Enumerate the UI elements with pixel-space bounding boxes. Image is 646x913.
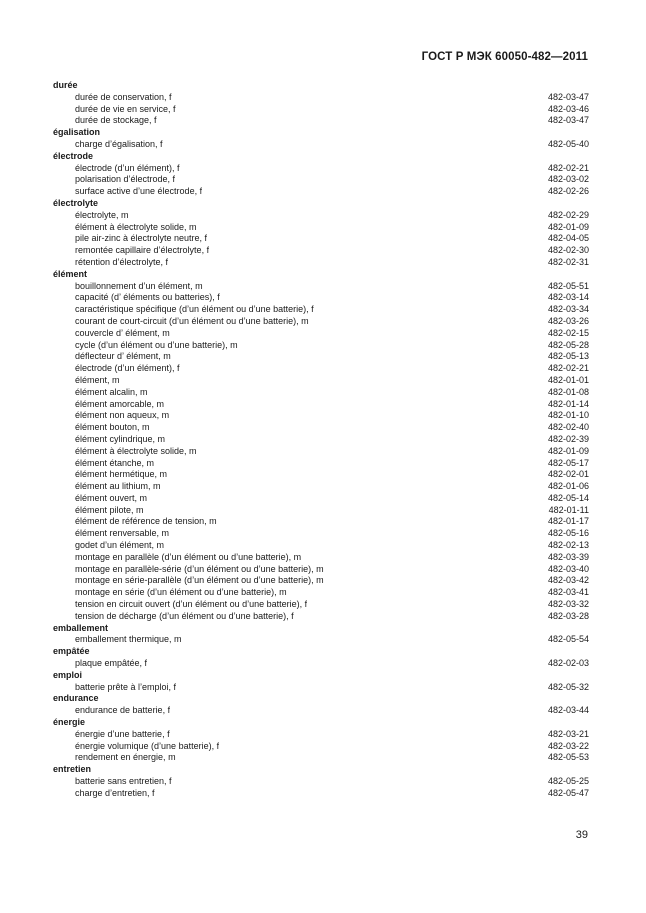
entry-code: 482-05-51 bbox=[547, 280, 589, 291]
entry-code: 482-01-06 bbox=[547, 481, 589, 492]
entry-code: 482-02-15 bbox=[547, 327, 589, 338]
entry-term: montage en série-parallèle (d’un élément ou d’une batterie), m bbox=[75, 575, 324, 586]
index-entry bbox=[53, 233, 589, 245]
entry-term: élément non aqueux, m bbox=[75, 410, 170, 421]
index-entry bbox=[53, 340, 589, 352]
entry-term: plaque empâtée, f bbox=[75, 658, 148, 669]
group-heading: élément bbox=[53, 268, 88, 279]
entry-term: godet d’un élément, m bbox=[75, 540, 165, 551]
index-entry bbox=[53, 410, 589, 422]
entry-code: 482-03-32 bbox=[547, 599, 589, 610]
entry-code: 482-03-34 bbox=[547, 304, 589, 315]
entry-term: durée de vie en service, f bbox=[75, 103, 176, 114]
entry-code: 482-03-26 bbox=[547, 315, 589, 326]
entry-term: durée de stockage, f bbox=[75, 115, 157, 126]
index-entry bbox=[53, 316, 589, 328]
entry-code: 482-03-44 bbox=[547, 705, 589, 716]
index-entry bbox=[53, 210, 589, 222]
entry-code: 482-02-03 bbox=[547, 658, 589, 669]
entry-code: 482-02-40 bbox=[547, 422, 589, 433]
index-entry bbox=[53, 328, 589, 340]
entry-code: 482-03-14 bbox=[547, 292, 589, 303]
index-group bbox=[53, 670, 589, 694]
index-entry bbox=[53, 351, 589, 363]
entry-code: 482-02-26 bbox=[547, 186, 589, 197]
entry-code: 482-05-14 bbox=[547, 492, 589, 503]
entry-term: déflecteur d’ élément, m bbox=[75, 351, 171, 362]
group-heading: empâtée bbox=[53, 646, 90, 657]
entry-term: courant de court-circuit (d’un élément ou d’une batterie), m bbox=[75, 315, 309, 326]
entry-term: électrode (d’un élément), f bbox=[75, 363, 180, 374]
entry-code: 482-02-31 bbox=[547, 256, 589, 267]
index-entry bbox=[53, 257, 589, 269]
entry-code: 482-05-13 bbox=[547, 351, 589, 362]
entry-term: durée de conservation, f bbox=[75, 91, 172, 102]
index-entry bbox=[53, 292, 589, 304]
entry-term: pile air-zinc à électrolyte neutre, f bbox=[75, 233, 208, 244]
entry-term: électrolyte, m bbox=[75, 209, 129, 220]
entry-term: capacité (d’ éléments ou batteries), f bbox=[75, 292, 220, 303]
entry-term: montage en parallèle-série (d’un élément ou d’une batterie), m bbox=[75, 563, 324, 574]
entry-code: 482-04-05 bbox=[547, 233, 589, 244]
index-entry bbox=[53, 564, 589, 576]
index-entry bbox=[53, 469, 589, 481]
index-entry bbox=[53, 174, 589, 186]
entry-term: élément alcalin, m bbox=[75, 386, 148, 397]
group-heading: énergie bbox=[53, 717, 86, 728]
entry-term: élément, m bbox=[75, 374, 120, 385]
index-group bbox=[53, 646, 589, 670]
entry-term: endurance de batterie, f bbox=[75, 705, 171, 716]
index-entry bbox=[53, 115, 589, 127]
group-heading: emploi bbox=[53, 669, 83, 680]
index-entry bbox=[53, 363, 589, 375]
index-entry bbox=[53, 186, 589, 198]
entry-code: 482-05-47 bbox=[547, 787, 589, 798]
index-group bbox=[53, 764, 589, 799]
entry-term: énergie volumique (d’une batterie), f bbox=[75, 740, 220, 751]
index-entry bbox=[53, 222, 589, 234]
index-entry bbox=[53, 281, 589, 293]
entry-term: tension de décharge (d’un élément ou d’une batterie), f bbox=[75, 610, 294, 621]
entry-term: couvercle d’ élément, m bbox=[75, 327, 170, 338]
index-entry bbox=[53, 163, 589, 175]
index-entry bbox=[53, 304, 589, 316]
entry-term: énergie d’une batterie, f bbox=[75, 728, 170, 739]
index-entry bbox=[53, 139, 589, 151]
index-entry bbox=[53, 505, 589, 517]
entry-term: bouillonnement d’un élément, m bbox=[75, 280, 203, 291]
entry-code: 482-05-17 bbox=[547, 457, 589, 468]
entry-term: polarisation d’électrode, f bbox=[75, 174, 176, 185]
entry-code: 482-05-16 bbox=[547, 528, 589, 539]
entry-term: emballement thermique, m bbox=[75, 634, 182, 645]
entry-code: 482-05-32 bbox=[547, 681, 589, 692]
entry-term: montage en parallèle (d’un élément ou d’une batterie), m bbox=[75, 551, 302, 562]
index-entry bbox=[53, 741, 589, 753]
entry-term: montage en série (d’un élément ou d’une batterie), m bbox=[75, 587, 287, 598]
index-entry bbox=[53, 528, 589, 540]
entry-term: élément étanche, m bbox=[75, 457, 155, 468]
index-entry bbox=[53, 399, 589, 411]
entry-code: 482-03-40 bbox=[547, 563, 589, 574]
entry-term: charge d’égalisation, f bbox=[75, 138, 163, 149]
entry-term: élément cylindrique, m bbox=[75, 433, 166, 444]
entry-code: 482-02-39 bbox=[547, 433, 589, 444]
index-entry bbox=[53, 375, 589, 387]
entry-code: 482-01-14 bbox=[547, 398, 589, 409]
index-entry bbox=[53, 245, 589, 257]
entry-term: élément à électrolyte solide, m bbox=[75, 221, 197, 232]
entry-code: 482-03-46 bbox=[547, 103, 589, 114]
term-index bbox=[53, 80, 589, 800]
index-entry bbox=[53, 552, 589, 564]
entry-code: 482-05-40 bbox=[547, 138, 589, 149]
group-heading: endurance bbox=[53, 693, 99, 704]
index-entry bbox=[53, 422, 589, 434]
entry-term: remontée capillaire d’électrolyte, f bbox=[75, 245, 210, 256]
entry-code: 482-02-01 bbox=[547, 469, 589, 480]
index-entry bbox=[53, 587, 589, 599]
entry-term: élément à électrolyte solide, m bbox=[75, 445, 197, 456]
entry-code: 482-02-13 bbox=[547, 540, 589, 551]
page-number: 39 bbox=[575, 829, 588, 841]
index-entry bbox=[53, 611, 589, 623]
index-group bbox=[53, 198, 589, 269]
index-entry bbox=[53, 599, 589, 611]
entry-code: 482-01-10 bbox=[547, 410, 589, 421]
entry-code: 482-05-25 bbox=[547, 776, 589, 787]
entry-term: électrode (d’un élément), f bbox=[75, 162, 180, 173]
entry-code: 482-01-11 bbox=[548, 504, 589, 515]
entry-term: élément hermétique, m bbox=[75, 469, 168, 480]
index-entry bbox=[53, 92, 589, 104]
index-group bbox=[53, 269, 589, 623]
entry-code: 482-05-53 bbox=[547, 752, 589, 763]
entry-term: rétention d’électrolyte, f bbox=[75, 256, 169, 267]
entry-term: élément amorcable, m bbox=[75, 398, 165, 409]
entry-term: tension en circuit ouvert (d’un élément ou d’une batterie), f bbox=[75, 599, 308, 610]
index-entry bbox=[53, 446, 589, 458]
index-entry bbox=[53, 752, 589, 764]
entry-term: caractéristique spécifique (d’un élément ou d’une batterie), f bbox=[75, 304, 314, 315]
entry-term: élément au lithium, m bbox=[75, 481, 161, 492]
index-entry bbox=[53, 634, 589, 646]
index-entry bbox=[53, 575, 589, 587]
entry-term: batterie prête à l’emploi, f bbox=[75, 681, 177, 692]
index-entry bbox=[53, 658, 589, 670]
entry-code: 482-03-42 bbox=[547, 575, 589, 586]
index-entry bbox=[53, 516, 589, 528]
entry-code: 482-01-01 bbox=[547, 374, 589, 385]
group-heading: emballement bbox=[53, 622, 109, 633]
entry-code: 482-01-08 bbox=[547, 386, 589, 397]
document-header: ГОСТ Р МЭК 60050-482—2011 bbox=[421, 51, 588, 63]
entry-code: 482-05-28 bbox=[547, 339, 589, 350]
entry-code: 482-03-39 bbox=[547, 551, 589, 562]
index-entry bbox=[53, 434, 589, 446]
entry-code: 482-02-21 bbox=[547, 363, 589, 374]
entry-term: élément ouvert, m bbox=[75, 492, 148, 503]
entry-term: élément de référence de tension, m bbox=[75, 516, 217, 527]
entry-code: 482-01-09 bbox=[547, 445, 589, 456]
group-heading: égalisation bbox=[53, 127, 101, 138]
index-entry bbox=[53, 458, 589, 470]
entry-term: rendement en énergie, m bbox=[75, 752, 176, 763]
entry-term: cycle (d’un élément ou d’une batterie), m bbox=[75, 339, 238, 350]
index-entry bbox=[53, 788, 589, 800]
group-heading: électrolyte bbox=[53, 197, 99, 208]
index-group bbox=[53, 693, 589, 717]
group-heading: électrode bbox=[53, 150, 94, 161]
index-entry bbox=[53, 540, 589, 552]
entry-term: élément pilote, m bbox=[75, 504, 144, 515]
entry-term: batterie sans entretien, f bbox=[75, 776, 172, 787]
index-entry bbox=[53, 387, 589, 399]
entry-code: 482-03-47 bbox=[547, 91, 589, 102]
entry-term: surface active d’une électrode, f bbox=[75, 186, 203, 197]
group-heading: entretien bbox=[53, 764, 92, 775]
group-heading: durée bbox=[53, 80, 78, 90]
index-entry bbox=[53, 493, 589, 505]
entry-code: 482-01-17 bbox=[547, 516, 589, 527]
entry-code: 482-02-21 bbox=[547, 162, 589, 173]
entry-code: 482-03-28 bbox=[547, 610, 589, 621]
index-entry bbox=[53, 776, 589, 788]
entry-code: 482-03-47 bbox=[547, 115, 589, 126]
index-entry bbox=[53, 682, 589, 694]
entry-code: 482-01-09 bbox=[547, 221, 589, 232]
entry-code: 482-03-22 bbox=[547, 740, 589, 751]
entry-code: 482-03-41 bbox=[547, 587, 589, 598]
entry-code: 482-05-54 bbox=[547, 634, 589, 645]
entry-term: élément bouton, m bbox=[75, 422, 150, 433]
index-entry bbox=[53, 481, 589, 493]
entry-code: 482-02-30 bbox=[547, 245, 589, 256]
entry-code: 482-02-29 bbox=[547, 209, 589, 220]
index-group bbox=[53, 151, 589, 198]
entry-code: 482-03-02 bbox=[547, 174, 589, 185]
entry-term: charge d’entretien, f bbox=[75, 787, 155, 798]
index-entry bbox=[53, 104, 589, 116]
index-entry bbox=[53, 729, 589, 741]
index-group bbox=[53, 127, 589, 151]
entry-code: 482-03-21 bbox=[547, 728, 589, 739]
index-group bbox=[53, 623, 589, 647]
index-group bbox=[53, 80, 589, 127]
index-group bbox=[53, 717, 589, 764]
entry-term: élément renversable, m bbox=[75, 528, 170, 539]
index-entry bbox=[53, 705, 589, 717]
